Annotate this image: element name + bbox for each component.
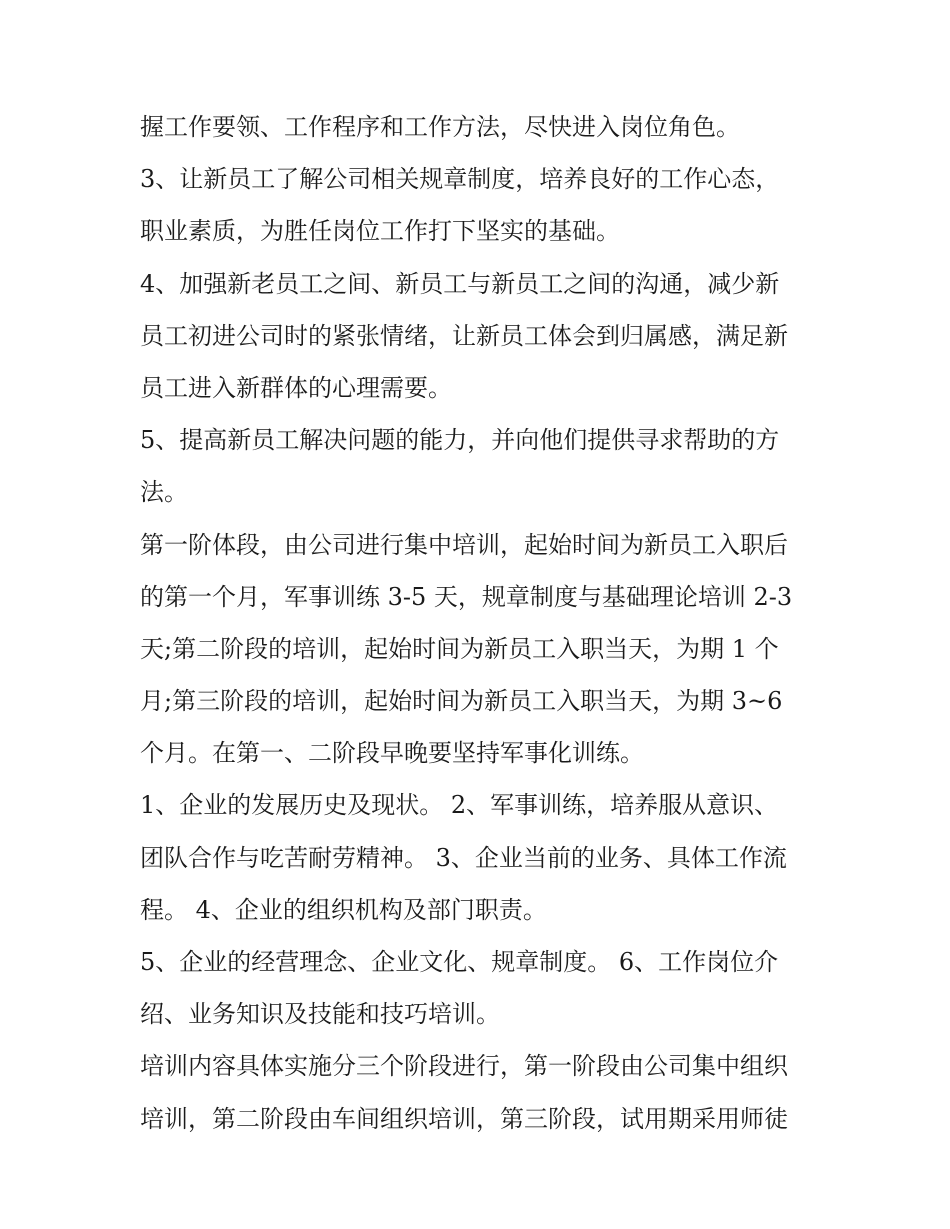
text-line: 程。 4、企业的组织机构及部门职责。 [140,895,547,924]
text-line: 绍、业务知识及技能和技巧培训。 [140,1000,500,1029]
text-line: 员工初进公司时的紧张情绪，让新员工体会到归属感，满足新 [140,321,788,350]
text-line: 月;第三阶段的培训，起始时间为新员工入职当天，为期 3~6 [140,687,783,716]
text-line: 第一阶体段，由公司进行集中培训，起始时间为新员工入职后 [140,530,788,559]
text-line: 职业素质，为胜任岗位工作打下坚实的基础。 [140,217,620,246]
text-line: 1、企业的发展历史及现状。 2、军事训练，培养服从意识、 [140,791,779,820]
text-line: 5、提高新员工解决问题的能力，并向他们提供寻求帮助的方 [140,426,780,455]
text-line: 培训，第二阶段由车间组织培训，第三阶段，试用期采用师徒 [140,1104,788,1133]
text-line: 3、让新员工了解公司相关规章制度，培养良好的工作心态， [140,165,780,194]
text-line: 天;第二阶段的培训，起始时间为新员工入职当天，为期 1 个 [140,634,779,663]
text-line: 法。 [140,478,188,507]
text-line: 4、加强新老员工之间、新员工与新员工之间的沟通，减少新 [140,269,780,298]
text-line: 培训内容具体实施分三个阶段进行，第一阶段由公司集中组织 [140,1052,788,1081]
text-line: 个月。在第一、二阶段早晚要坚持军事化训练。 [140,739,644,768]
text-line: 握工作要领、工作程序和工作方法，尽快进入岗位角色。 [140,113,740,141]
text-line: 员工进入新群体的心理需要。 [140,373,452,402]
text-line: 5、企业的经营理念、企业文化、规章制度。 6、工作岗位介 [140,948,779,976]
text-line: 的第一个月，军事训练 3-5 天，规章制度与基础理论培训 2-3 [140,582,793,611]
text-line: 团队合作与吃苦耐劳精神。 3、企业当前的业务、具体工作流 [140,843,787,872]
document-page [140,101,812,1145]
